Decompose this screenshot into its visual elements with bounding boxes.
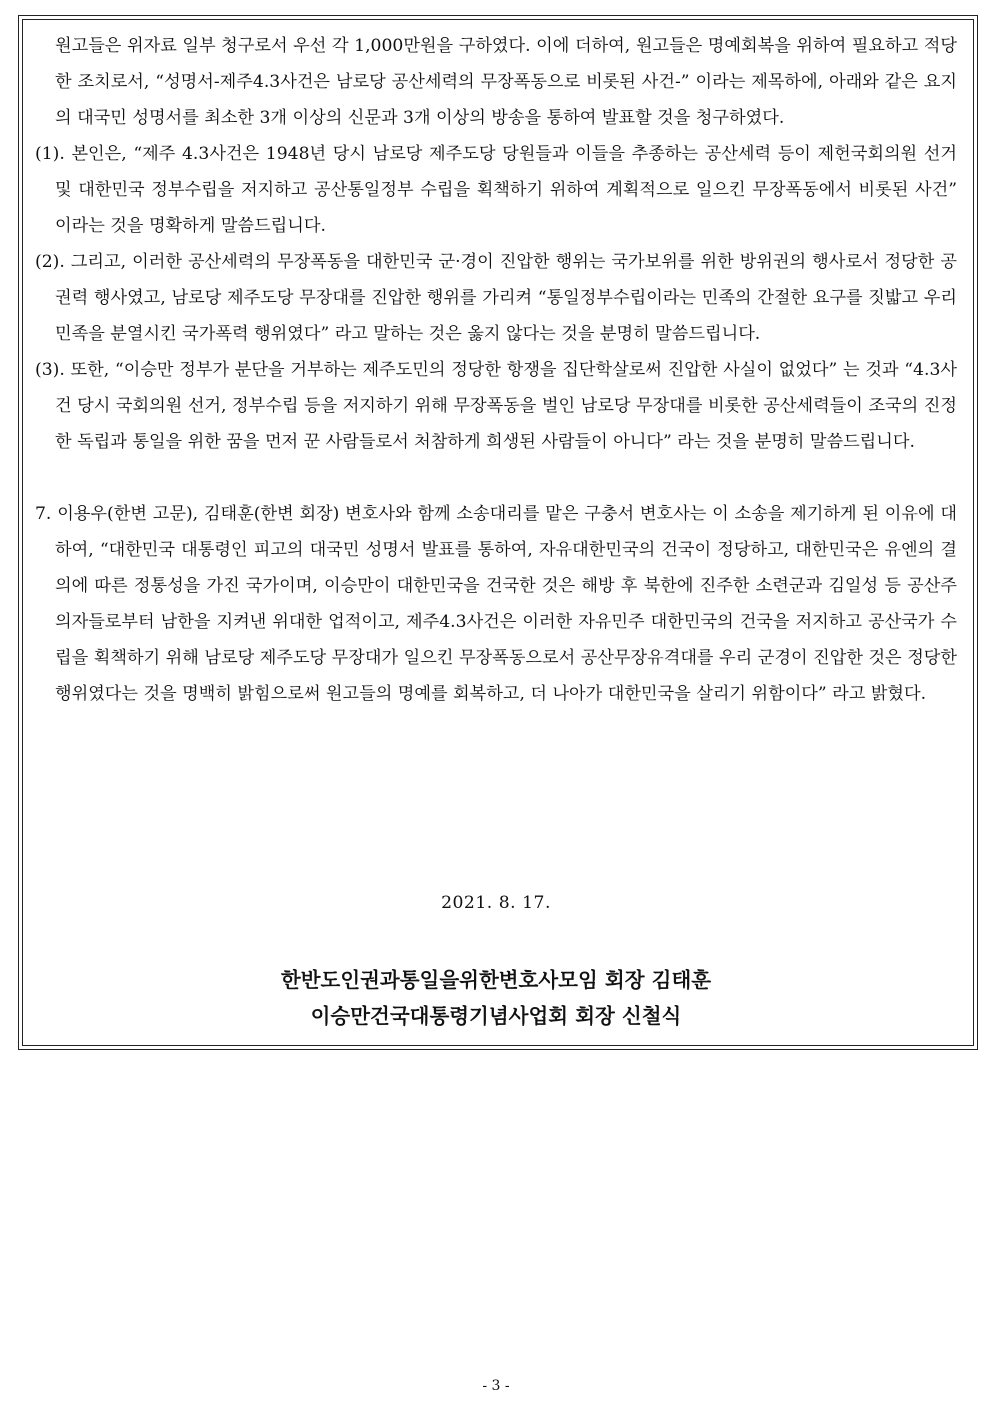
claim-item-3: (3). 또한, “이승만 정부가 분단을 거부하는 제주도민의 정당한 항쟁을 집단학살로써 진압한 사실이 없었다” 는 것과 “4.3사건 당시 국회의원 선거, 정부수립 등을 저지하기 위해 무장폭동을 벌인 남로당 무장대를 비롯한 공산세력들이 조국의 진정한 독립과 통일을 위한 꿈을 먼저 꾼 사람들로서 처참하게 희생된 사람들이 아니다” 라는 것을 분명히 말씀드립니다. xyxy=(35,360,957,452)
page-number: - 3 - xyxy=(482,1378,510,1394)
signer-1: 한반도인권과통일을위한변호사모임 회장 김태훈 xyxy=(280,968,712,992)
signature-block xyxy=(0,962,992,1034)
signer-2: 이승만건국대통령기념사업회 회장 신철식 xyxy=(310,1004,682,1028)
intro-paragraph: 원고들은 위자료 일부 청구로서 우선 각 1,000만원을 구하였다. 이에 더하여, 원고들은 명예회복을 위하여 필요하고 적당한 조치로서, “성명서-제주4.3사건은 남로당 공산세력의 무장폭동으로 비롯된 사건-” 이라는 제목하에, 아래와 같은 요지의 대국민 성명서를 최소한 3개 이상의 신문과 3개 이상의 방송을 통하여 발표할 것을 청구하였다. xyxy=(55,36,957,128)
claim-item-1: (1). 본인은, “제주 4.3사건은 1948년 당시 남로당 제주도당 당원들과 이들을 추종하는 공산세력 등이 제헌국회의원 선거 및 대한민국 정부수립을 저지하고 공산통일정부 수립을 획책하기 위하여 계획적으로 일으킨 무장폭동에서 비롯된 사건” 이라는 것을 명확하게 말씀드립니다. xyxy=(35,144,957,236)
document-date: 2021. 8. 17. xyxy=(441,893,551,913)
paragraph-spacer xyxy=(35,460,957,496)
claim-item-2: (2). 그리고, 이러한 공산세력의 무장폭동을 대한민국 군·경이 진압한 행위는 국가보위를 위한 방위권의 행사로서 정당한 공권력 행사였고, 남로당 제주도당 무장대를 진압한 행위를 가리켜 “통일정부수립이라는 민족의 간절한 요구를 짓밟고 우리 민족을 분열시킨 국가폭력 행위였다” 라고 말하는 것은 옳지 않다는 것을 분명히 말씀드립니다. xyxy=(35,252,957,344)
section-7-paragraph: 7. 이용우(한변 고문), 김태훈(한변 회장) 변호사와 함께 소송대리를 맡은 구충서 변호사는 이 소송을 제기하게 된 이유에 대하여, “대한민국 대통령인 피고의 대국민 성명서 발표를 통하여, 자유대한민국의 건국이 정당하고, 대한민국은 유엔의 결의에 따른 정통성을 가진 국가이며, 이승만이 대한민국을 건국한 것은 해방 후 북한에 진주한 소련군과 김일성 등 공산주의자들로부터 남한을 지켜낸 위대한 업적이고, 제주4.3사건은 이러한 자유민주 대한민국의 건국을 저지하고 공산국가 수립을 획책하기 위해 남로당 제주도당 무장대가 일으킨 무장폭동으로서 공산무장유격대를 우리 군경이 진압한 것은 정당한 행위였다는 것을 명백히 밝힘으로써 원고들의 명예를 회복하고, 더 나아가 대한민국을 살리기 위함이다” 라고 밝혔다. xyxy=(35,504,957,704)
document-body xyxy=(35,28,957,712)
